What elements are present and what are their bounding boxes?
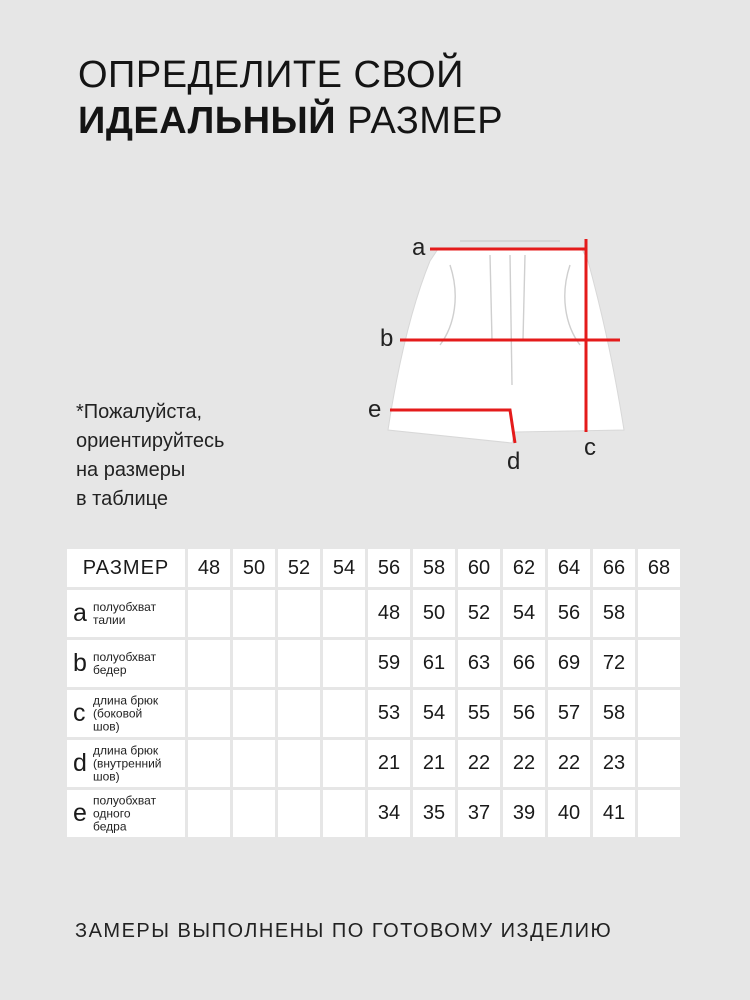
table-cell [233,690,275,737]
page-title [78,52,503,144]
measurement-label [67,740,185,787]
measurement-row-b [67,640,680,687]
table-cell: 56 [548,590,590,637]
measurement-row-a [67,590,680,637]
measurement-description-line: шов) [93,769,120,783]
table-cell: 69 [548,640,590,687]
measurement-description-line: полуобхват [93,649,157,664]
title-line-2 [78,98,503,144]
diagram-label-c: c [584,434,596,461]
table-cell [638,590,680,637]
table-cell [278,640,320,687]
table-cell: 54 [503,590,545,637]
table-cell: 66 [503,640,545,687]
measurement-description-line: полуобхват [93,599,157,614]
table-cell [323,590,365,637]
shorts-illustration [388,249,624,443]
diagram-label-a: a [412,234,426,261]
size-column-header: 58 [413,549,455,587]
measurement-description-line: длина брюк [93,693,159,707]
table-cell: 58 [593,590,635,637]
size-header-label: РАЗМЕР [67,549,185,587]
measurement-label [67,790,185,837]
measurement-row-e [67,790,680,837]
table-cell: 40 [548,790,590,837]
measurement-description [93,651,156,677]
table-cell [278,740,320,787]
measurement-description [93,794,156,833]
size-header-row [67,549,680,587]
table-cell: 63 [458,640,500,687]
diagram-label-e: e [368,396,382,423]
table-cell [233,790,275,837]
table-cell: 41 [593,790,635,837]
measurement-description-line: (внутренний [93,756,162,770]
table-cell: 72 [593,640,635,687]
note-line-1: *Пожалуйста, [76,401,203,423]
size-column-header: 64 [548,549,590,587]
measurement-description-line: бедра [93,819,127,833]
measurement-description-line: длина брюк [93,743,159,757]
size-column-header: 62 [503,549,545,587]
measurement-letter: a [73,598,87,627]
note-line-4: в таблице [76,488,168,510]
size-column-header: 54 [323,549,365,587]
table-cell [188,640,230,687]
table-cell: 21 [368,740,410,787]
measurement-description-line: полуобхват [93,793,157,807]
measurement-row-c [67,690,680,737]
title-bold-word: ИДЕАЛЬНЫЙ [78,100,337,142]
table-cell [233,640,275,687]
table-cell [278,690,320,737]
table-cell [638,690,680,737]
size-column-header: 66 [593,549,635,587]
measurement-description-line: шов) [93,719,120,733]
table-cell [323,790,365,837]
table-cell [323,740,365,787]
table-cell [638,790,680,837]
size-column-header: 56 [368,549,410,587]
size-column-header: 60 [458,549,500,587]
measurement-letter: c [73,698,86,727]
table-cell [233,740,275,787]
measurement-description-line: (боковой [93,706,143,720]
shorts-measurement-diagram [360,225,660,485]
size-column-header: 68 [638,549,680,587]
table-cell [188,740,230,787]
table-cell [233,590,275,637]
diagram-label-b: b [380,325,394,352]
note-line-2: ориентируйтесь [76,430,225,452]
measurement-description [93,601,156,627]
table-cell [278,590,320,637]
footer-note: ЗАМЕРЫ ВЫПОЛНЕНЫ ПО ГОТОВОМУ ИЗДЕЛИЮ [75,920,613,942]
table-cell [638,740,680,787]
measurement-row-d [67,740,680,787]
table-cell [188,690,230,737]
measurement-letter: d [73,748,87,777]
size-table [64,546,683,840]
table-cell [188,590,230,637]
measurement-label [67,640,185,687]
table-cell [188,790,230,837]
measurement-description-line: талии [93,612,126,627]
measurement-label [67,590,185,637]
measurement-description [93,694,158,733]
table-cell: 59 [368,640,410,687]
table-cell: 23 [593,740,635,787]
table-cell: 22 [458,740,500,787]
table-cell: 53 [368,690,410,737]
table-cell: 37 [458,790,500,837]
table-cell [323,690,365,737]
table-cell: 22 [503,740,545,787]
table-cell: 22 [548,740,590,787]
size-note [76,398,224,514]
measurement-description-line: бедер [93,662,127,677]
table-cell [278,790,320,837]
table-cell: 58 [593,690,635,737]
measurement-label [67,690,185,737]
table-cell: 56 [503,690,545,737]
measurement-letter: b [73,648,87,677]
table-cell: 39 [503,790,545,837]
table-cell: 35 [413,790,455,837]
table-cell [638,640,680,687]
table-cell [323,640,365,687]
table-cell: 52 [458,590,500,637]
table-cell: 48 [368,590,410,637]
table-cell: 54 [413,690,455,737]
table-cell: 50 [413,590,455,637]
note-line-3: на размеры [76,459,186,481]
table-cell: 34 [368,790,410,837]
measurement-description-line: одного [93,806,131,820]
size-column-header: 48 [188,549,230,587]
title-rest: РАЗМЕР [336,100,504,142]
table-cell: 55 [458,690,500,737]
diagram-label-d: d [507,448,521,475]
table-cell: 61 [413,640,455,687]
size-column-header: 52 [278,549,320,587]
table-cell: 21 [413,740,455,787]
title-line-1: ОПРЕДЕЛИТЕ СВОЙ [78,54,464,96]
size-column-header: 50 [233,549,275,587]
measurement-letter: e [73,798,87,827]
table-cell: 57 [548,690,590,737]
measurement-description [93,744,162,783]
